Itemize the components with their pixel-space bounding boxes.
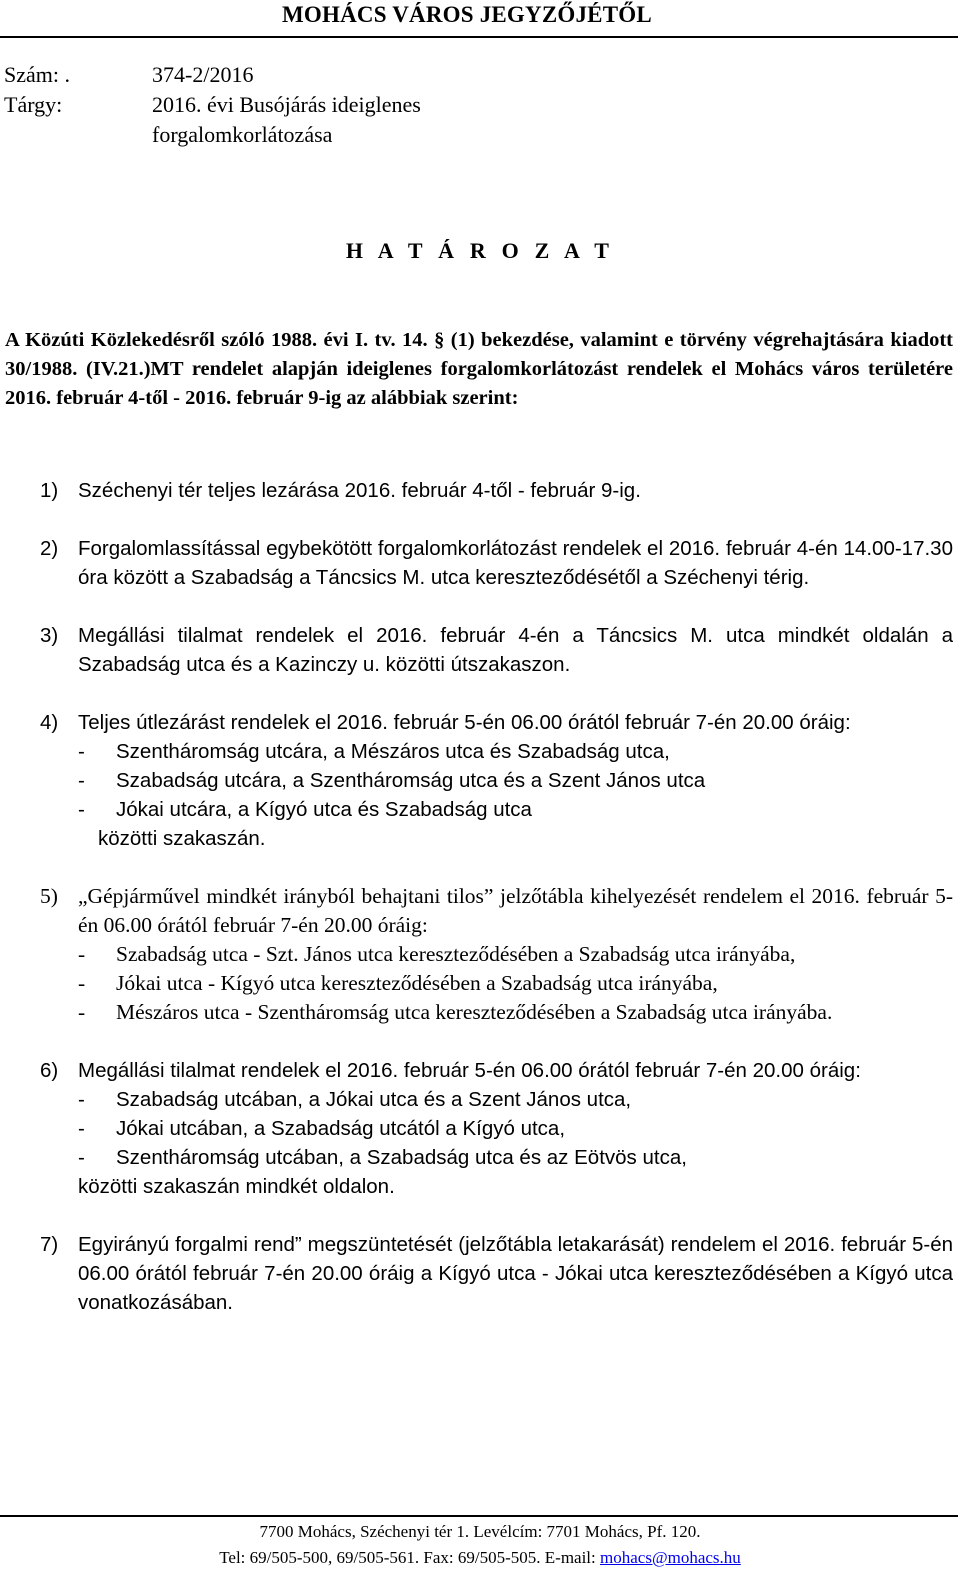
footer-address: 7700 Mohács, Széchenyi tér 1. Levélcím: 7701 Mohács, Pf. 120. [259, 1522, 701, 1541]
list-item [40, 534, 953, 592]
reference-label: Szám: . [4, 62, 70, 87]
header-divider [0, 36, 958, 38]
list-item [40, 1056, 953, 1201]
reference-number-row [4, 60, 421, 90]
list-item [40, 621, 953, 679]
email-link[interactable]: mohacs@mohacs.hu [600, 1548, 741, 1567]
decision-heading-text: H A T Á R O Z A T [345, 238, 615, 263]
subject-label: Tárgy: [4, 92, 63, 117]
issuer-title: MOHÁCS VÁROS JEGYZŐJÉTŐL [282, 2, 652, 27]
reference-value: 374-2/2016 [152, 62, 254, 87]
subject-value-line1: 2016. évi Busójárás ideiglenes [152, 92, 421, 117]
sub-item: - Jókai utcára, a Kígyó utca és Szabadság utca [78, 798, 532, 821]
item-text: Megállási tilalmat rendelek el 2016. február 4-én a Táncsics M. utca mindkét oldalán a Szabadság utca és a Kazinczy u. közötti útszakaszon. [78, 624, 953, 676]
item-text: Megállási tilalmat rendelek el 2016. február 5-én 06.00 órától február 7-én 20.00 óráig: [78, 1059, 861, 1082]
item-number: 1) [40, 479, 59, 502]
footer-phone-fax: Tel: 69/505-500, 69/505-561. Fax: 69/505-505. E-mail: [219, 1548, 601, 1567]
item-number: 7) [40, 1233, 59, 1256]
item-text: Forgalomlassítással egybekötött forgalomkorlátozást rendelek el 2016. február 4-én 14.00-17.30 óra között a Szabadság a Táncsics M. utca kereszteződésétől a Széchenyi térig. [78, 537, 953, 589]
footer-contact [0, 1545, 960, 1571]
item-tail: közötti szakaszán. [98, 827, 266, 850]
list-item [40, 882, 953, 1027]
sub-item: - Mészáros utca - Szentháromság utca kereszteződésében a Szabadság utca irányába. [78, 1000, 833, 1024]
legal-basis-paragraph: A Közúti Közlekedésről szóló 1988. évi I. tv. 14. § (1) bekezdése, valamint e törvény végrehajtására kiadott 30/1988. (IV.21.)MT rendelet alapján ideiglenes forgalomkorlátozást rendelek el Mohács város területére 2016. február 4-től - 2016. február 9-ig az alábbiak szerint: [5, 329, 953, 409]
item-number: 4) [40, 711, 59, 734]
footer [0, 1519, 960, 1571]
item-number: 6) [40, 1059, 59, 1082]
item-text: Egyirányú forgalmi rend” megszüntetését (jelzőtábla letakarását) rendelem el 2016. február 5-én 06.00 órától február 7-én 20.00 óráig a Kígyó utca - Jókai utca kereszteződésében a Kígyó utca vonatkozásában. [78, 1233, 953, 1314]
item-text: Széchenyi tér teljes lezárása 2016. február 4-től - február 9-ig. [78, 479, 641, 502]
item-tail: közötti szakaszán mindkét oldalon. [78, 1175, 395, 1198]
item-text: „Gépjárművel mindkét irányból behajtani tilos” jelzőtábla kihelyezését rendelem el 2016. február 5-én 06.00 órától február 7-én 20.00 óráig: [78, 884, 953, 937]
list-item [40, 1230, 953, 1317]
item-number: 2) [40, 537, 59, 560]
subject-value-line2: forgalomkorlátozása [152, 122, 333, 147]
subject-row-continued [4, 120, 421, 150]
sub-item: - Szabadság utcára, a Szentháromság utca és a Szent János utca [78, 769, 706, 792]
list-item [40, 708, 953, 853]
item-number: 3) [40, 624, 59, 647]
list-item [40, 476, 953, 505]
measures-list [40, 476, 953, 1317]
subject-row [4, 90, 421, 120]
sub-item: - Jókai utca - Kígyó utca kereszteződésében a Szabadság utca irányába, [78, 971, 718, 995]
sub-item: - Jókai utcában, a Szabadság utcától a Kígyó utca, [78, 1117, 566, 1140]
sub-item: - Szentháromság utcában, a Szabadság utca és az Eötvös utca, [78, 1146, 687, 1169]
sub-item: - Szabadság utca - Szt. János utca kereszteződésében a Szabadság utca irányába, [78, 942, 796, 966]
decision-heading [0, 238, 960, 264]
document-meta [4, 60, 421, 150]
sub-item: - Szabadság utcában, a Jókai utca és a Szent János utca, [78, 1088, 632, 1111]
footer-divider [0, 1515, 958, 1517]
item-number: 5) [40, 884, 58, 908]
item-text: Teljes útlezárást rendelek el 2016. február 5-én 06.00 órától február 7-én 20.00 óráig: [78, 711, 851, 734]
sub-item: - Szentháromság utcára, a Mészáros utca és Szabadság utca, [78, 740, 670, 763]
